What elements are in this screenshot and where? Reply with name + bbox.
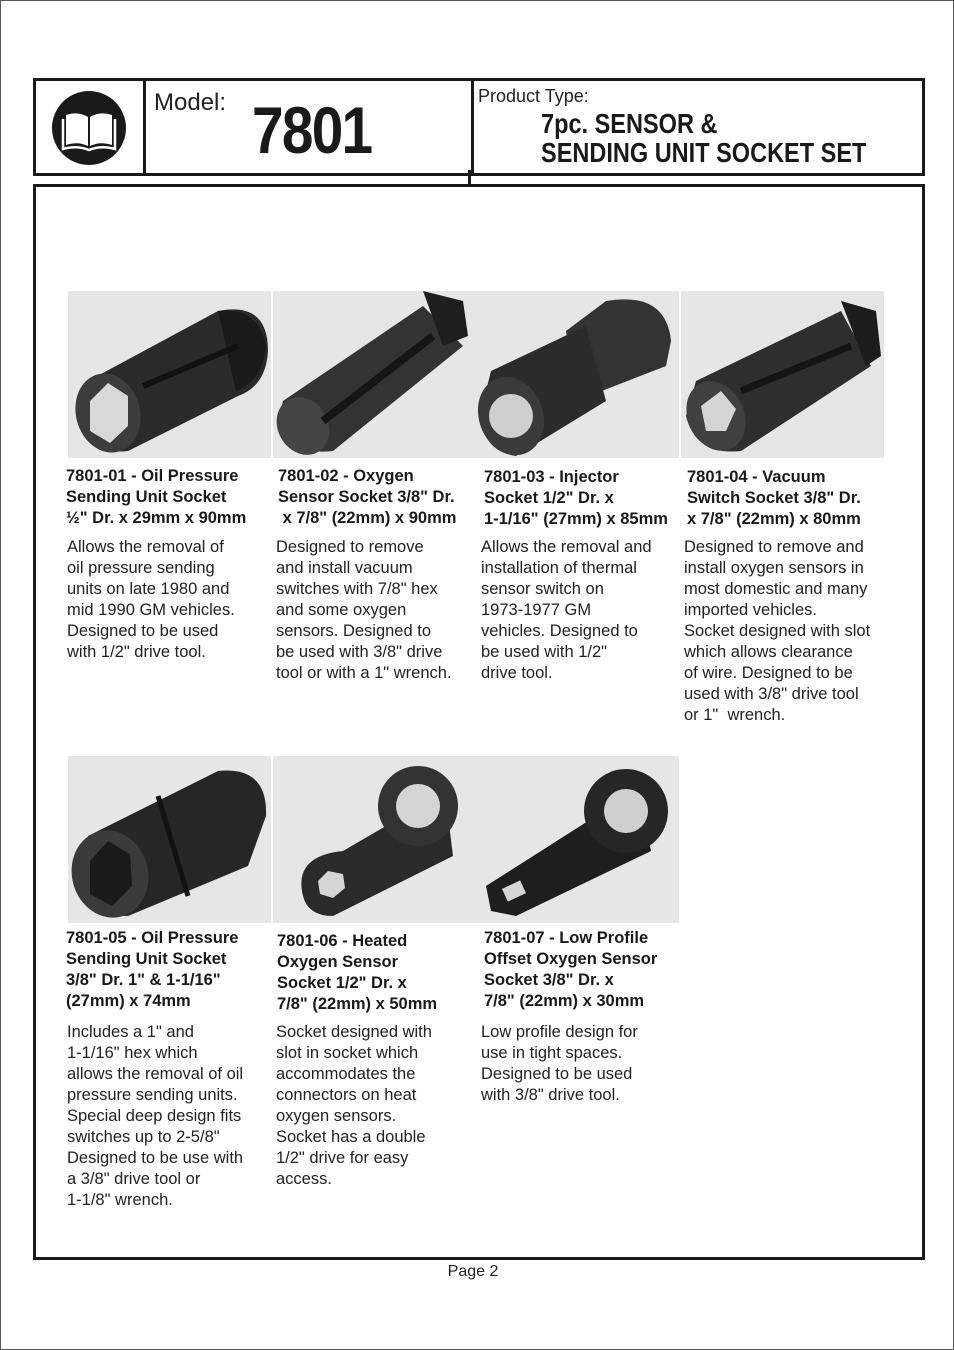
product-description: Designed to remove and install vacuum switches with 7/8" hex and some oxygen sensors. Designed to be used with 3/8" drive tool or with a 1" wrench.	[276, 538, 452, 682]
product-image-socket	[68, 756, 271, 923]
product-description: Socket designed with slot in socket which accommodates the connectors on heat oxygen sensors. Socket has a double 1/2" drive for easy access.	[276, 1023, 432, 1188]
product-description: Includes a 1" and 1-1/16" hex which allows the removal of oil pressure sending units. Special deep design fits switches up to 2-5/8" Designed to be use with a 3/8" drive tool or 1-1/8" wrench.	[67, 1023, 244, 1209]
product-description: Low profile design for use in tight spaces. Designed to be used with 3/8" drive tool.	[481, 1023, 638, 1104]
model-number: 7801	[252, 93, 372, 167]
product-description: Allows the removal and installation of thermal sensor switch on 1973-1977 GM vehicles. Designed to be used with 1/2" drive tool.	[481, 538, 652, 682]
product-title: 7801-05 - Oil Pressure Sending Unit Socket 3/8" Dr. 1" & 1-1/16" (27mm) x 74mm	[66, 929, 239, 1010]
book-icon	[52, 91, 126, 165]
product-image-socket	[273, 756, 476, 923]
product-type-label: Product Type:	[478, 86, 589, 106]
product-type-line1: 7pc. SENSOR &	[541, 108, 718, 139]
product-image-socket	[273, 291, 476, 458]
product-title: 7801-06 - Heated Oxygen Sensor Socket 1/2" Dr. x 7/8" (22mm) x 50mm	[277, 932, 438, 1013]
product-type-title	[541, 109, 866, 167]
product-description: Designed to remove and install oxygen sensors in most domestic and many imported vehicles. Socket designed with slot which allows clearance of wire. Designed to be used with 3/8" drive tool or 1" wrench.	[684, 538, 871, 724]
product-title: 7801-04 - Vacuum Switch Socket 3/8" Dr. x 7/8" (22mm) x 80mm	[687, 468, 861, 528]
page-number: Page 2	[447, 1263, 499, 1280]
product-title: 7801-03 - Injector Socket 1/2" Dr. x 1-1/16" (27mm) x 85mm	[484, 468, 668, 528]
header-type-cell	[474, 81, 922, 173]
header-model-cell	[146, 81, 474, 173]
product-title: 7801-02 - Oxygen Sensor Socket 3/8" Dr. x 7/8" (22mm) x 90mm	[278, 467, 457, 527]
model-label: Model:	[154, 89, 227, 116]
product-title: 7801-01 - Oil Pressure Sending Unit Socket ½" Dr. x 29mm x 90mm	[66, 467, 247, 527]
product-type-line2: SENDING UNIT SOCKET SET	[541, 137, 867, 168]
product-image-socket	[476, 756, 679, 923]
product-title: 7801-07 - Low Profile Offset Oxygen Sensor Socket 3/8" Dr. x 7/8" (22mm) x 30mm	[484, 929, 658, 1010]
product-description: Allows the removal of oil pressure sending units on late 1980 and mid 1990 GM vehicles. Designed to be used with 1/2" drive tool.	[67, 538, 235, 661]
header-table	[33, 78, 925, 176]
product-image-socket	[476, 291, 679, 458]
header-icon-cell	[36, 81, 146, 173]
product-image-socket	[68, 291, 271, 458]
product-image-socket	[681, 291, 884, 458]
